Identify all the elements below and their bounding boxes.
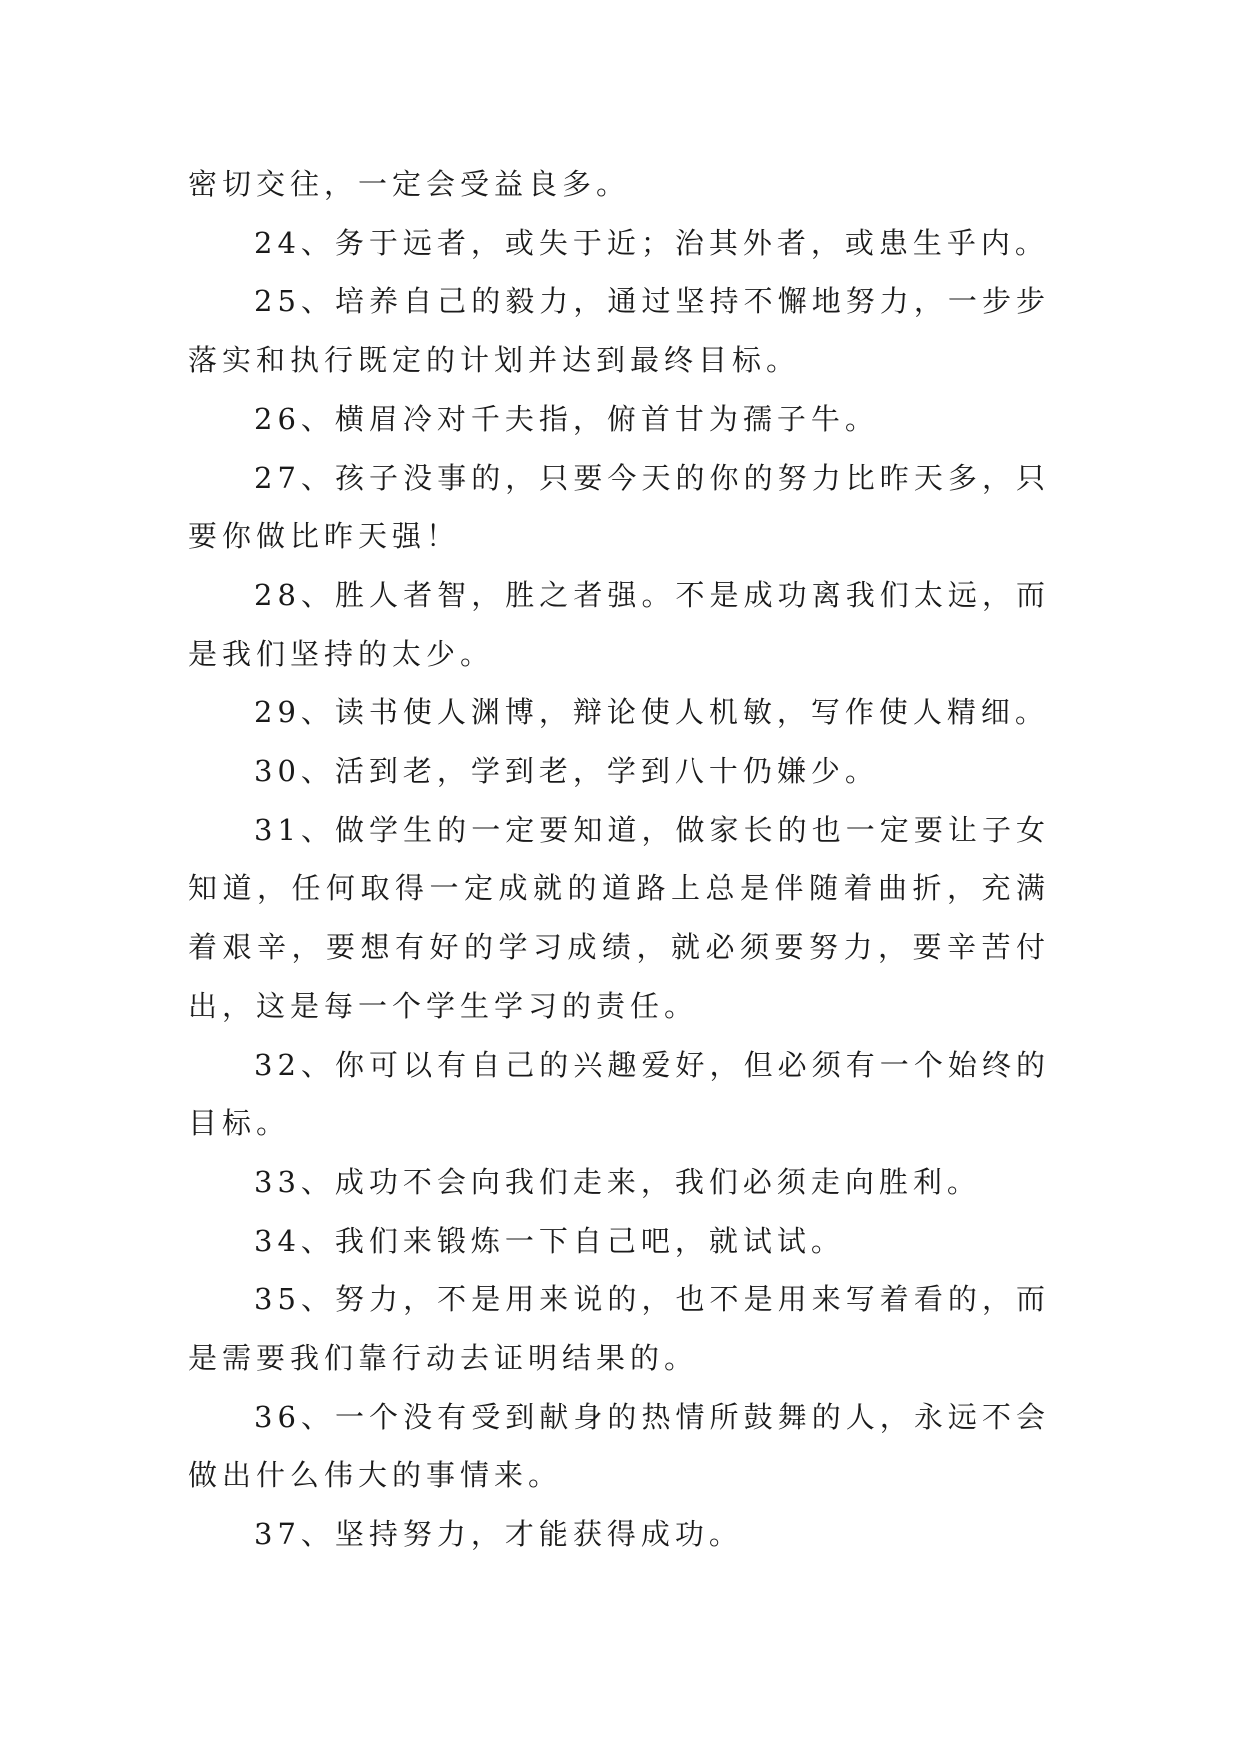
paragraph-24: 24、务于远者，或失于近；治其外者，或患生乎内。 [254, 225, 1049, 260]
paragraph-25: 25、培养自己的毅力，通过坚持不懈地努力，一步步落实和执行既定的计划并达到最终目标。 [188, 284, 1050, 378]
paragraph-34: 34、我们来锻炼一下自己吧，就试试。 [254, 1223, 845, 1258]
paragraph-26: 26、横眉冷对千夫指，俯首甘为孺子牛。 [254, 401, 879, 436]
paragraph-36: 36、一个没有受到献身的热情所鼓舞的人，永远不会做出什么伟大的事情来。 [188, 1399, 1050, 1493]
paragraph-37: 37、坚持努力，才能获得成功。 [254, 1517, 743, 1552]
paragraph-32: 32、你可以有自己的兴趣爱好，但必须有一个始终的目标。 [188, 1047, 1050, 1141]
paragraph-28: 28、胜人者智，胜之者强。不是成功离我们太远，而是我们坚持的太少。 [188, 577, 1050, 671]
paragraph-30: 30、活到老，学到老，学到八十仍嫌少。 [254, 754, 879, 789]
paragraph-33: 33、成功不会向我们走来，我们必须走向胜利。 [254, 1164, 981, 1199]
paragraph-31: 31、做学生的一定要知道，做家长的也一定要让子女知道，任何取得一定成就的道路上总是伴随着曲折，充满着艰辛，要想有好的学习成绩，就必须要努力，要辛苦付出，这是每一个学生学习的责任。 [188, 812, 1050, 1023]
document-body [188, 155, 1050, 1564]
paragraph-35: 35、努力，不是用来说的，也不是用来写着看的，而是需要我们靠行动去证明结果的。 [188, 1282, 1050, 1376]
paragraph-27: 27、孩子没事的，只要今天的你的努力比昨天多，只要你做比昨天强！ [188, 460, 1050, 554]
paragraph-continuation: 密切交往，一定会受益良多。 [188, 167, 631, 201]
paragraph-29: 29、读书使人渊博，辩论使人机敏，写作使人精细。 [254, 695, 1049, 730]
